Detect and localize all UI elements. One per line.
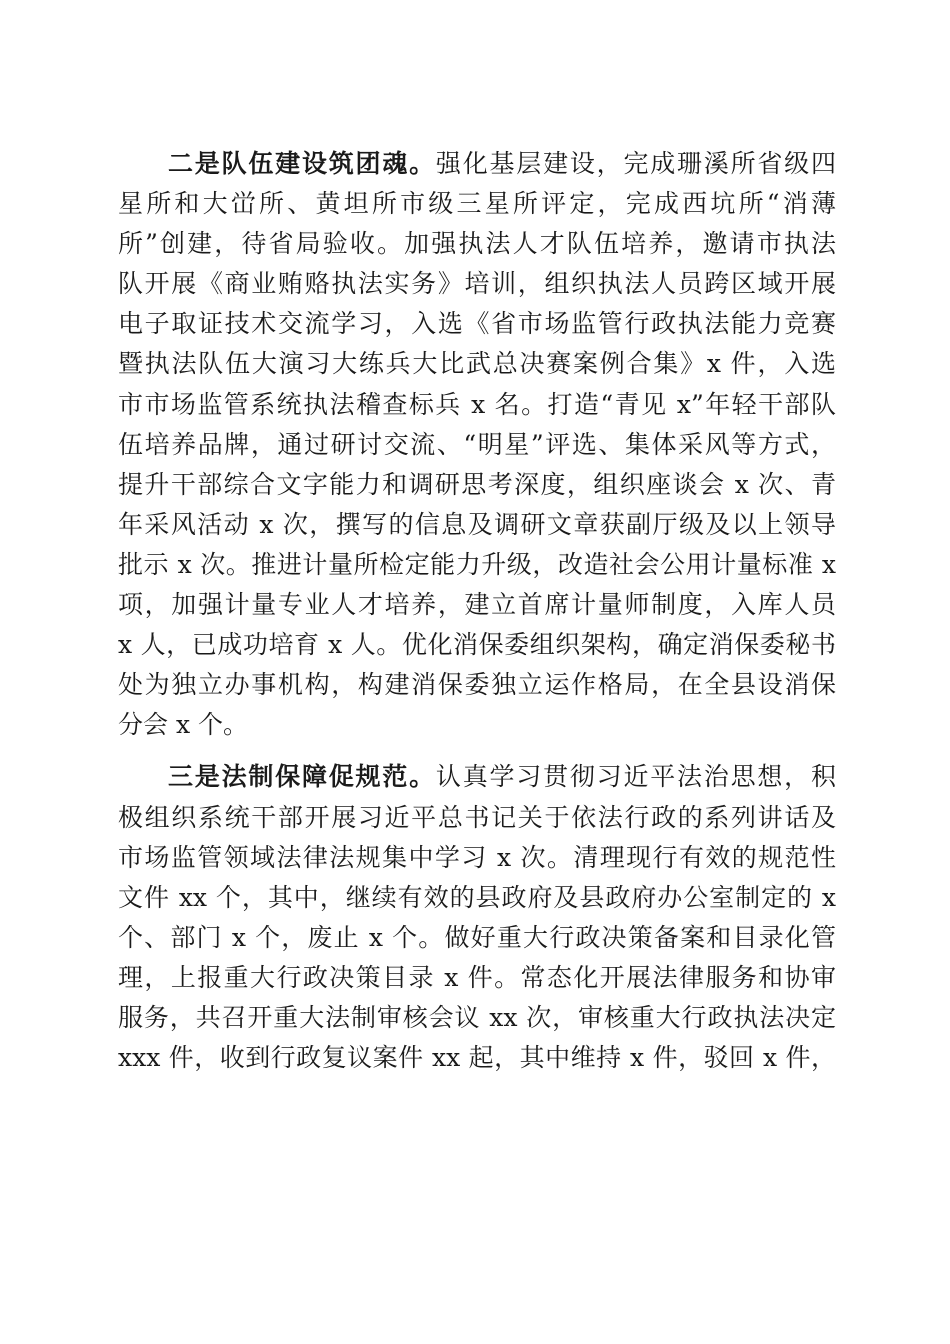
paragraph-line: 队开展《商业贿赂执法实务》培训，组织执法人员跨区域开展 [118,269,836,299]
paragraph-line: 电子取证技术交流学习，入选《省市场监管行政执法能力竞赛 [118,309,836,339]
paragraph-line: 极组织系统干部开展习近平总书记关于依法行政的系列讲话及 [118,802,836,832]
paragraph-team-building [118,144,836,745]
paragraph-legal-guarantee [118,757,836,1078]
paragraph-line: xxx 件，收到行政复议案件 xx 起，其中维持 x 件，驳回 x 件， [118,1043,836,1073]
paragraph-line: 个、部门 x 个，废止 x 个。做好重大行政决策备案和目录化管 [118,922,836,952]
paragraph-line: 文件 xx 个，其中，继续有效的县政府及县政府办公室制定的 x [118,882,836,912]
paragraph-line: 分会 x 个。 [118,710,248,740]
paragraph-line: 批示 x 次。推进计量所检定能力升级，改造社会公用计量标准 x [118,549,836,579]
paragraph-line: 市市场监管系统执法稽查标兵 x 名。打造“青见 x”年轻干部队 [118,389,836,419]
paragraph-heading: 二是队伍建设筑团魂。 [168,149,436,178]
paragraph-line: 处为独立办事机构，构建消保委独立运作格局，在全县设消保 [118,670,836,700]
document-body [118,144,836,1078]
paragraph-line: 市场监管领域法律法规集中学习 x 次。清理现行有效的规范性 [118,842,836,872]
paragraph-line: 二是队伍建设筑团魂。强化基层建设，完成珊溪所省级四 [168,149,836,178]
paragraph-line: 年采风活动 x 次，撰写的信息及调研文章获副厅级及以上领导 [118,509,836,539]
paragraph-line: 所”创建，待省局验收。加强执法人才队伍培养，邀请市执法 [118,229,836,259]
paragraph-line: 三是法制保障促规范。认真学习贯彻习近平法治思想，积 [168,762,836,792]
paragraph-line: x 人，已成功培育 x 人。优化消保委组织架构，确定消保委秘书 [118,630,836,660]
paragraph-spacer [118,745,836,757]
paragraph-heading: 三是法制保障促规范。 [168,762,436,792]
paragraph-line: 提升干部综合文字能力和调研思考深度，组织座谈会 x 次、青 [118,469,836,499]
paragraph-line: 伍培养品牌，通过研讨交流、“明星”评选、集体采风等方式， [118,429,836,459]
paragraph-line: 服务，共召开重大法制审核会议 xx 次，审核重大行政执法决定 [118,1002,836,1032]
paragraph-line: 星所和大峃所、黄坦所市级三星所评定，完成西坑所“消薄 [118,189,836,219]
paragraph-line: 项，加强计量专业人才培养，建立首席计量师制度，入库人员 [118,590,836,620]
paragraph-line: 理，上报重大行政决策目录 x 件。常态化开展法律服务和协审 [118,962,836,992]
paragraph-line: 暨执法队伍大演习大练兵大比武总决赛案例合集》x 件，入选 [118,349,836,379]
